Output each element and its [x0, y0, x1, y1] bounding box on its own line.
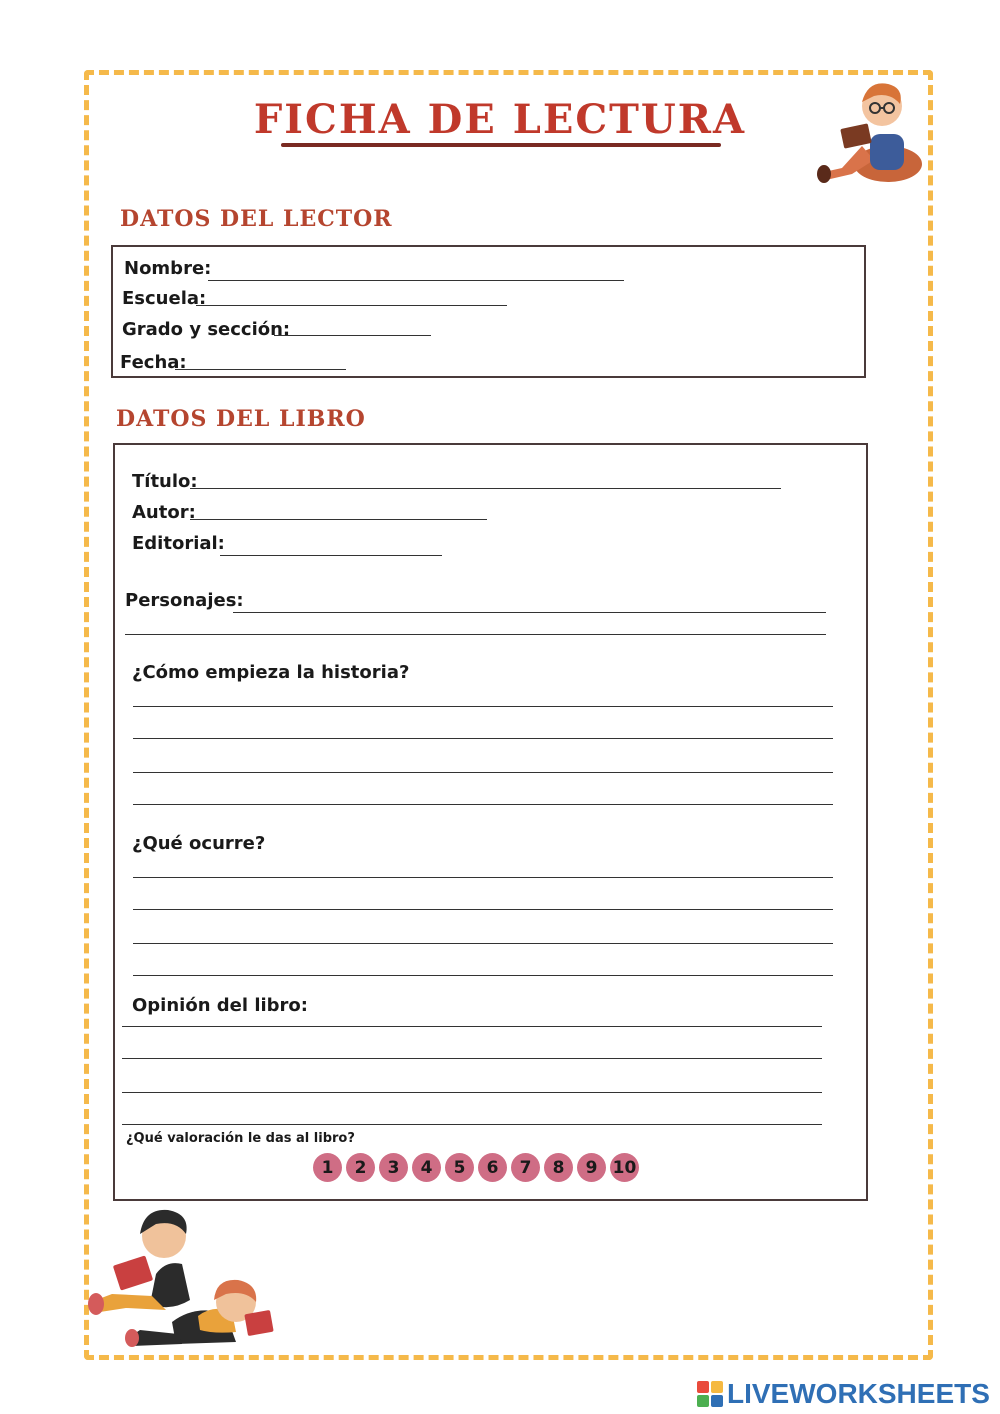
characters-input-line-2[interactable]	[125, 634, 826, 635]
children-reading-illustration	[86, 1204, 278, 1356]
book-box	[113, 443, 868, 1201]
rating-option-5[interactable]: 5	[445, 1153, 474, 1182]
school-input[interactable]	[196, 305, 507, 306]
what-happens-line-1[interactable]	[133, 877, 833, 878]
rating-options	[313, 1153, 639, 1182]
liveworksheets-logo[interactable]	[697, 1378, 990, 1410]
book-section-heading: DATOS DEL LIBRO	[116, 406, 366, 432]
reader-section-heading: DATOS DEL LECTOR	[120, 206, 393, 232]
title-label: Título:	[132, 471, 198, 492]
story-start-question: ¿Cómo empieza la historia?	[132, 662, 410, 683]
rating-option-9[interactable]: 9	[577, 1153, 606, 1182]
what-happens-line-2[interactable]	[133, 909, 833, 910]
rating-option-2[interactable]: 2	[346, 1153, 375, 1182]
opinion-question: Opinión del libro:	[132, 995, 308, 1016]
logo-text: LIVEWORKSHEETS	[727, 1378, 990, 1409]
opinion-line-2[interactable]	[122, 1058, 822, 1059]
boy-reading-illustration	[812, 76, 924, 186]
story-start-line-2[interactable]	[133, 738, 833, 739]
rating-option-7[interactable]: 7	[511, 1153, 540, 1182]
opinion-line-1[interactable]	[122, 1026, 822, 1027]
story-start-line-1[interactable]	[133, 706, 833, 707]
what-happens-line-3[interactable]	[133, 943, 833, 944]
page-title: FICHA DE LECTURA	[253, 96, 747, 143]
publisher-input[interactable]	[220, 555, 442, 556]
title-input[interactable]	[190, 488, 781, 489]
publisher-label: Editorial:	[132, 533, 225, 554]
grade-input[interactable]	[274, 335, 431, 336]
rating-option-1[interactable]: 1	[313, 1153, 342, 1182]
rating-option-6[interactable]: 6	[478, 1153, 507, 1182]
author-input[interactable]	[190, 519, 487, 520]
rating-option-3[interactable]: 3	[379, 1153, 408, 1182]
story-start-line-3[interactable]	[133, 772, 833, 773]
characters-label: Personajes:	[125, 590, 244, 611]
rating-option-4[interactable]: 4	[412, 1153, 441, 1182]
date-input[interactable]	[175, 369, 346, 370]
rating-question: ¿Qué valoración le das al libro?	[126, 1131, 355, 1146]
author-label: Autor:	[132, 502, 196, 523]
name-input[interactable]	[208, 280, 624, 281]
school-label: Escuela:	[122, 288, 207, 309]
opinion-line-4[interactable]	[122, 1124, 822, 1125]
date-label: Fecha:	[120, 352, 187, 373]
title-underline	[281, 143, 721, 147]
opinion-line-3[interactable]	[122, 1092, 822, 1093]
what-happens-question: ¿Qué ocurre?	[132, 833, 266, 854]
rating-option-8[interactable]: 8	[544, 1153, 573, 1182]
what-happens-line-4[interactable]	[133, 975, 833, 976]
story-start-line-4[interactable]	[133, 804, 833, 805]
grade-label: Grado y sección:	[122, 319, 291, 340]
liveworksheets-logo-icon	[697, 1381, 723, 1407]
rating-option-10[interactable]: 10	[610, 1153, 639, 1182]
characters-input[interactable]	[233, 612, 826, 613]
name-label: Nombre:	[124, 258, 212, 279]
reader-box	[111, 245, 866, 378]
